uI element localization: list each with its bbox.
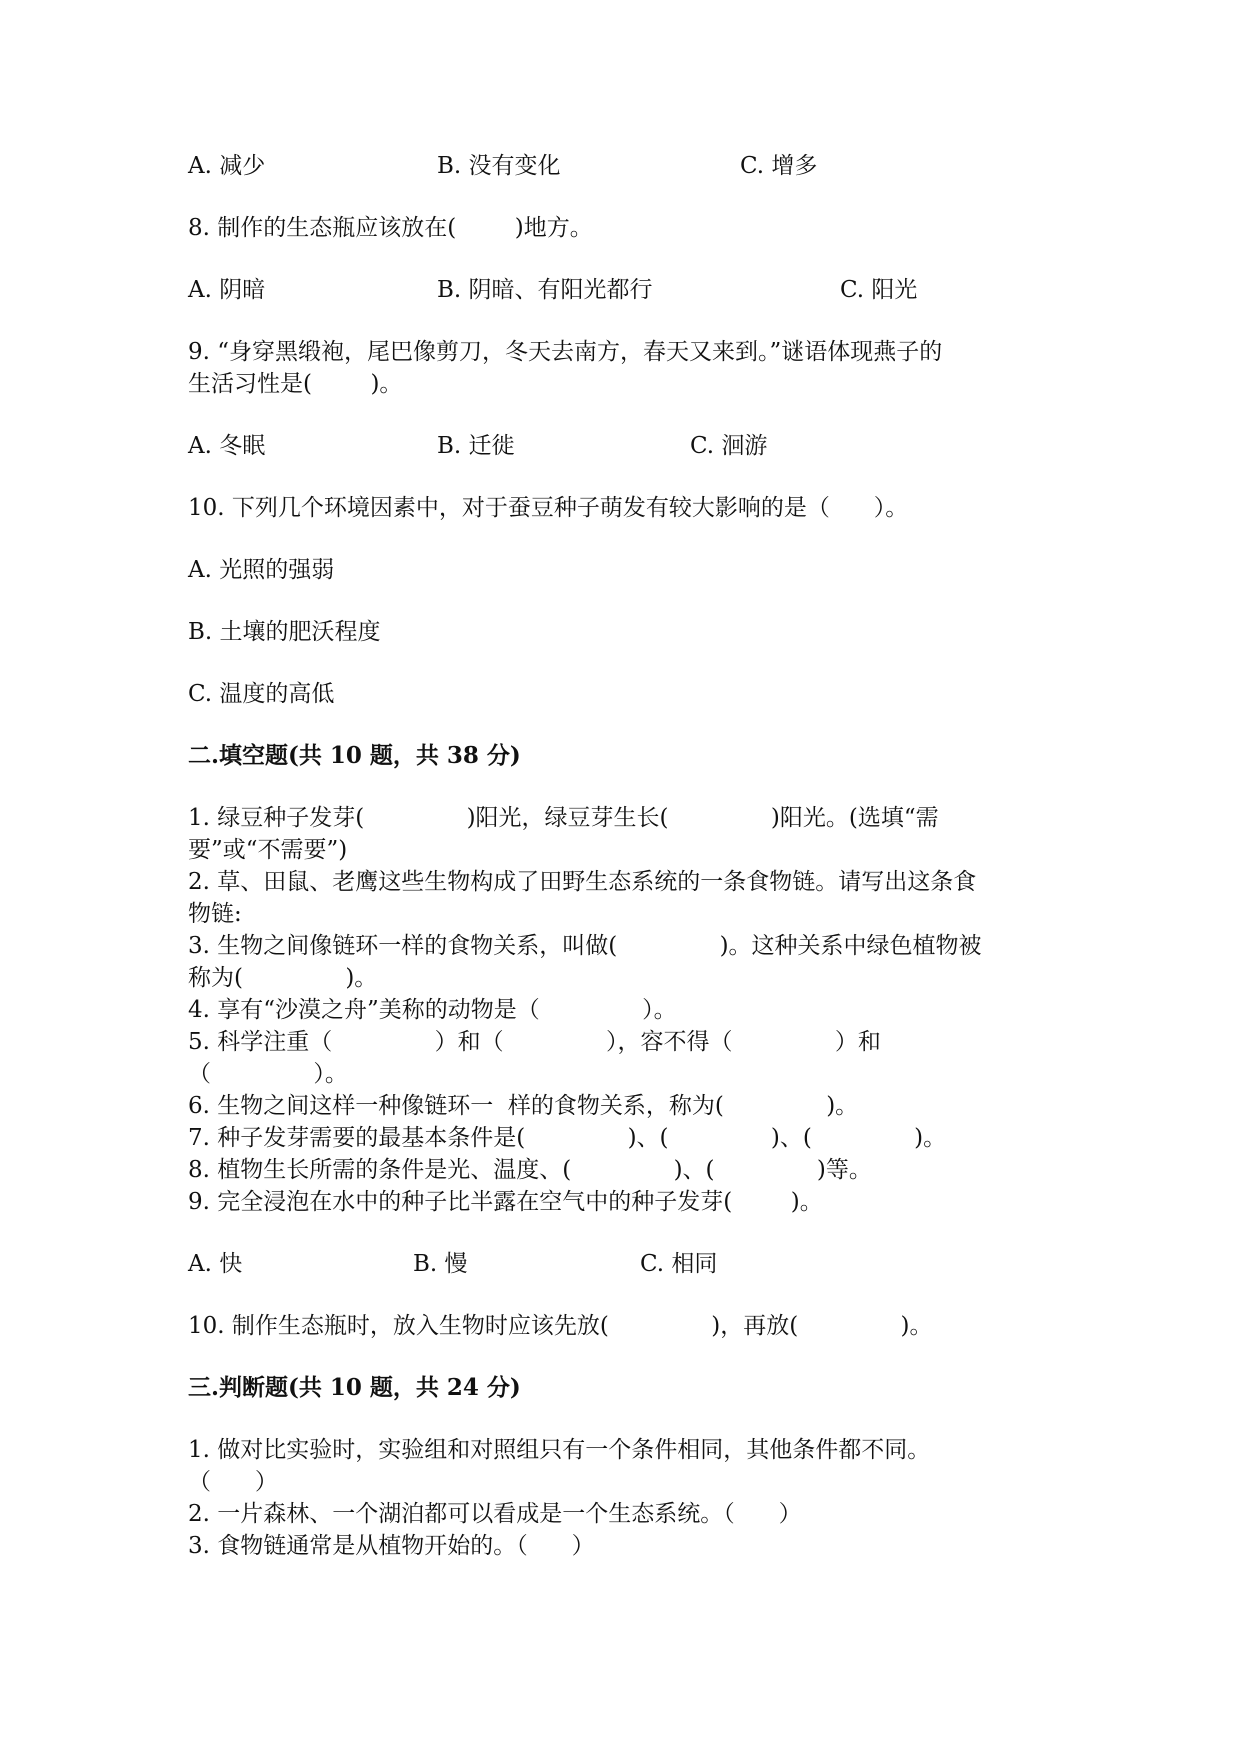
q8-option-a: A. 阴暗	[188, 277, 266, 303]
section2-line: 5. 科学注重（ ）和（ ），容不得（ ）和	[188, 1029, 881, 1055]
section3-line: 2. 一片森林、一个湖泊都可以看成是一个生态系统。（ ）	[188, 1501, 802, 1527]
section3-line: （ ）	[188, 1469, 278, 1495]
q9-option-c: C. 洄游	[690, 433, 768, 459]
section3-line: 3. 食物链通常是从植物开始的。（ ）	[188, 1533, 595, 1559]
q10-option-c: C. 温度的高低	[188, 681, 335, 707]
section2-line: 9. 完全浸泡在水中的种子比半露在空气中的种子发芽( )。	[188, 1189, 823, 1215]
q10-stem: 10. 下列几个环境因素中，对于蚕豆种子萌发有较大影响的是（ ）。	[188, 495, 909, 521]
section2-line: 要”或“不需要”)	[188, 837, 348, 863]
section3-title: 三.判断题(共 10 题，共 24 分)	[188, 1374, 521, 1401]
section2-line: 称为( )。	[188, 965, 378, 991]
q8-option-b: B. 阴暗、有阳光都行	[437, 277, 653, 303]
section2-line: 3. 生物之间像链环一样的食物关系，叫做( )。这种关系中绿色植物被	[188, 933, 982, 959]
section2-line: 4. 享有“沙漠之舟”美称的动物是（ ）。	[188, 997, 677, 1023]
q9-stem-line2: 生活习性是( )。	[188, 371, 403, 397]
section2-title: 二.填空题(共 10 题，共 38 分)	[188, 742, 521, 769]
q7-option-a: A. 减少	[188, 153, 266, 179]
q10-option-a: A. 光照的强弱	[188, 557, 335, 583]
section2-q10: 10. 制作生态瓶时，放入生物时应该先放( )，再放( )。	[188, 1313, 933, 1339]
q9-option-a: A. 冬眠	[188, 433, 266, 459]
q8-stem: 8. 制作的生态瓶应该放在( )地方。	[188, 215, 593, 241]
section3-line: 1. 做对比实验时，实验组和对照组只有一个条件相同，其他条件都不同。	[188, 1437, 931, 1463]
q9-stem-line1: 9. “身穿黑缎袍，尾巴像剪刀，冬天去南方，春天又来到。”谜语体现燕子的	[188, 339, 943, 365]
section2-line: 7. 种子发芽需要的最基本条件是( )、( )、( )。	[188, 1125, 947, 1151]
section2-line: 物链:	[188, 901, 242, 927]
q7-option-b: B. 没有变化	[437, 153, 561, 179]
section2-line: 8. 植物生长所需的条件是光、温度、( )、( )等。	[188, 1157, 872, 1183]
section2-line: 1. 绿豆种子发芽( )阳光，绿豆芽生长( )阳光。(选填“需	[188, 805, 939, 831]
q10-option-b: B. 土壤的肥沃程度	[188, 619, 381, 645]
s2-q9-option-b: B. 慢	[413, 1251, 468, 1277]
section2-line: 6. 生物之间这样一种像链环一 样的食物关系，称为( )。	[188, 1093, 859, 1119]
q7-option-c: C. 增多	[740, 153, 818, 179]
section2-line: （ ）。	[188, 1061, 348, 1087]
q9-option-b: B. 迁徙	[437, 433, 515, 459]
q8-option-c: C. 阳光	[840, 277, 918, 303]
section2-line: 2. 草、田鼠、老鹰这些生物构成了田野生态系统的一条食物链。请写出这条食	[188, 869, 977, 895]
s2-q9-option-c: C. 相同	[640, 1251, 718, 1277]
s2-q9-option-a: A. 快	[188, 1251, 243, 1277]
